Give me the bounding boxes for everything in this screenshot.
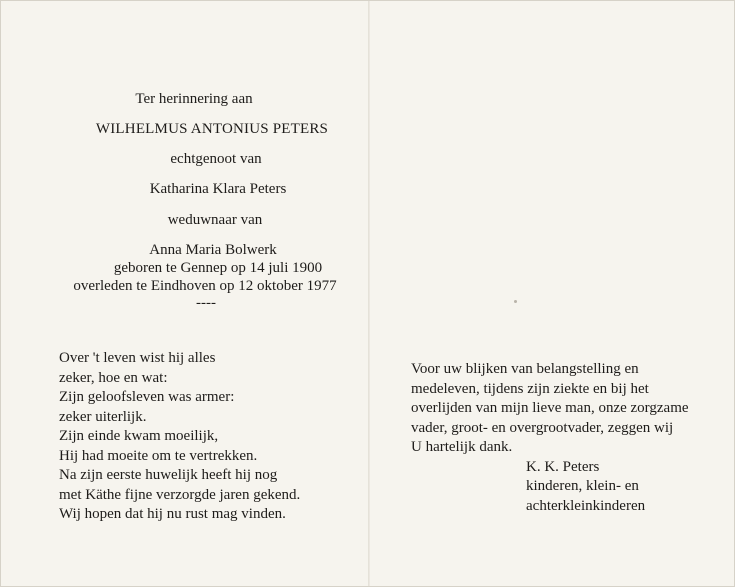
thanks-line: overlijden van mijn lieve man, onze zorgzame (411, 400, 689, 416)
poem (59, 349, 300, 525)
birth-line: geboren te Gennep op 14 juli 1900 (113, 260, 323, 276)
poem-line: met Käthe fijne verzorgde jaren gekend. (59, 486, 301, 503)
poem-line: Na zijn eerste huwelijk heeft hij nog (59, 467, 278, 483)
poem-line: Zijn geloofsleven was armer: (59, 389, 235, 405)
poem-line: zeker, hoe en wat: (59, 369, 168, 386)
signature-line: achterkleinkinderen (526, 497, 646, 514)
poem-line: Over 't leven wist hij alles (59, 350, 216, 366)
death-line: overleden te Eindhoven op 12 oktober 1977 (73, 278, 337, 294)
poem-line: Zijn einde kwam moeilijk, (59, 428, 219, 444)
poem-line: zeker uiterlijk. (59, 408, 147, 425)
poem-line: Hij had moeite om te vertrekken. (59, 447, 258, 464)
spouse-label: echtgenoot van (170, 151, 262, 167)
signature-line: kinderen, klein- en (526, 478, 639, 494)
thanks-line: vader, groot- en overgrootvader, zeggen wij (411, 419, 674, 436)
signature-line: K. K. Peters (526, 458, 600, 475)
first-wife-name: Anna Maria Bolwerk (149, 242, 277, 258)
deceased-name: WILHELMUS ANTONIUS PETERS (95, 121, 329, 137)
card-fold (368, 1, 370, 586)
intro-text: Ter herinnering aan (135, 91, 253, 107)
thanks-text (411, 360, 689, 516)
thanks-line: Voor uw blijken van belangstelling en (411, 361, 639, 377)
thanks-line: U hartelijk dank. (411, 439, 513, 455)
thanks-line: medeleven, tijdens zijn ziekte en bij het (411, 380, 649, 397)
spouse-name: Katharina Klara Peters (149, 181, 287, 197)
divider: ---- (196, 295, 216, 311)
paper-speck (514, 300, 517, 303)
widower-label: weduwnaar van (167, 212, 263, 228)
poem-line: Wij hopen dat hij nu rust mag vinden. (59, 506, 286, 522)
